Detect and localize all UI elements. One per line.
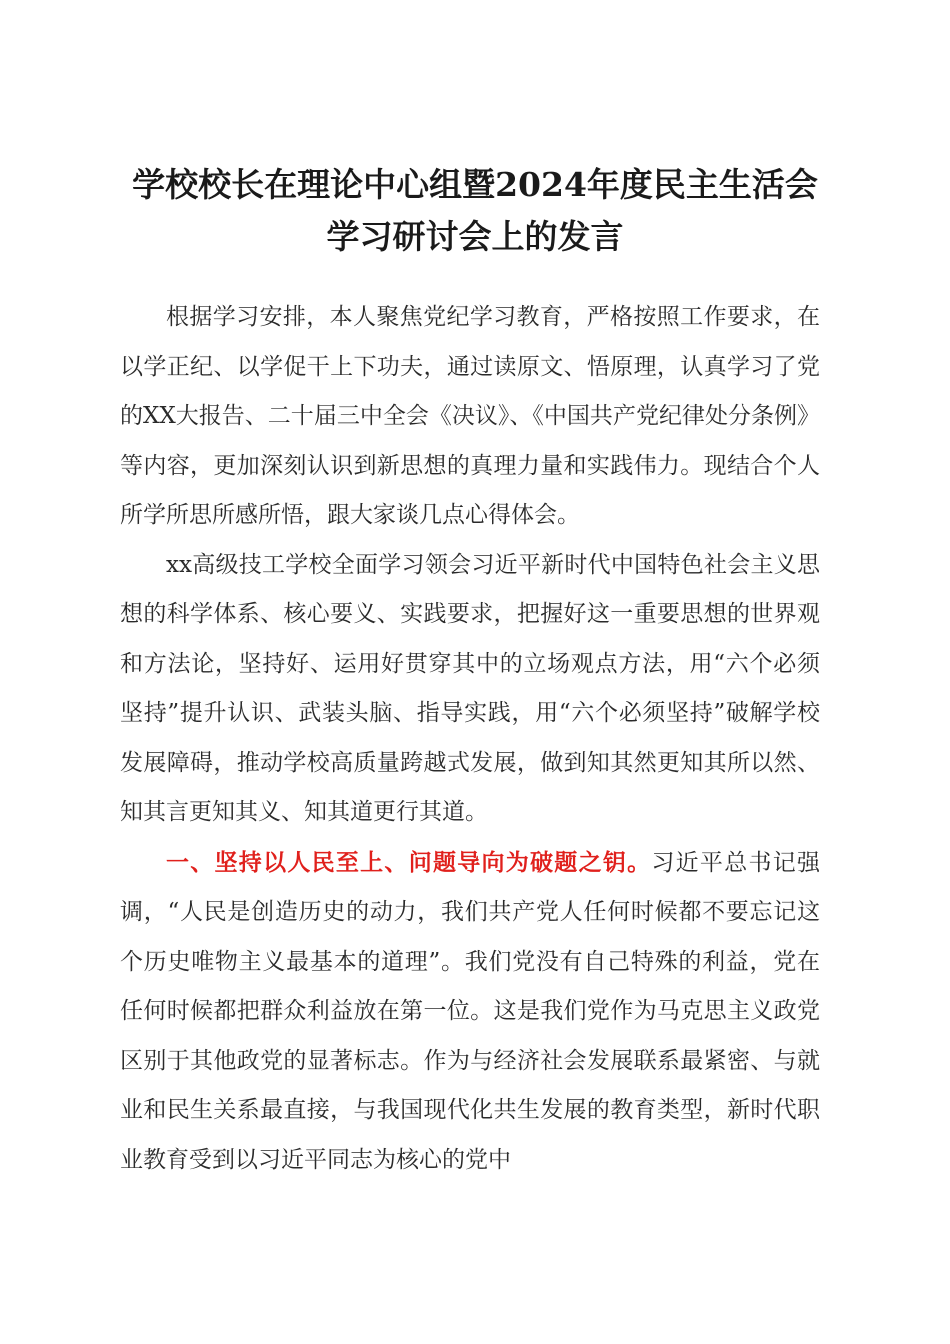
- paragraph-text: 习近平总书记强调，“人民是创造历史的动力，我们共产党人任何时候都不要忘记这个历史唯物主义最基本的道理”。我们党没有自己特殊的利益，党在任何时候都把群众利益放在第一位。这是我们党作为马克思主义政党区别于其他政党的显著标志。作为与经济社会发展联系最紧密、与就业和民生关系最直接，与我国现代化共生发展的教育类型，新时代职业教育受到以习近平同志为核心的党中: [120, 849, 821, 1173]
- paragraph-text: 根据学习安排，本人聚焦党纪学习教育，严格按照工作要求，在以学正纪、以学促干上下功夫，通过读原文、悟原理，认真学习了党的XX大报告、二十届三中全会《决议》、《中国共产党纪律处分条例》等内容，更加深刻认识到新思想的真理力量和实践伟力。现结合个人所学所思所感所悟，跟大家谈几点心得体会。: [120, 304, 820, 528]
- paragraph-section-1: [120, 838, 820, 1186]
- paragraph-intro: [120, 293, 820, 541]
- document-title-line-1: 学校校长在理论中心组暨2024年度民主生活会: [132, 165, 818, 204]
- paragraph-school-study: [120, 541, 820, 838]
- document-title-line-2: 学习研讨会上的发言: [326, 217, 624, 256]
- section-heading: 一、坚持以人民至上、问题导向为破题之钥。: [166, 848, 652, 876]
- document-body: [120, 293, 820, 1185]
- paragraph-text: xx高级技工学校全面学习领会习近平新时代中国特色社会主义思想的科学体系、核心要义、实践要求，把握好这一重要思想的世界观和方法论，坚持好、运用好贯穿其中的立场观点方法，用“六个必须坚持”提升认识、武装头脑、指导实践，用“六个必须坚持”破解学校发展障碍，推动学校高质量跨越式发展，做到知其然更知其所以然、知其言更知其义、知其道更行其道。: [120, 551, 820, 825]
